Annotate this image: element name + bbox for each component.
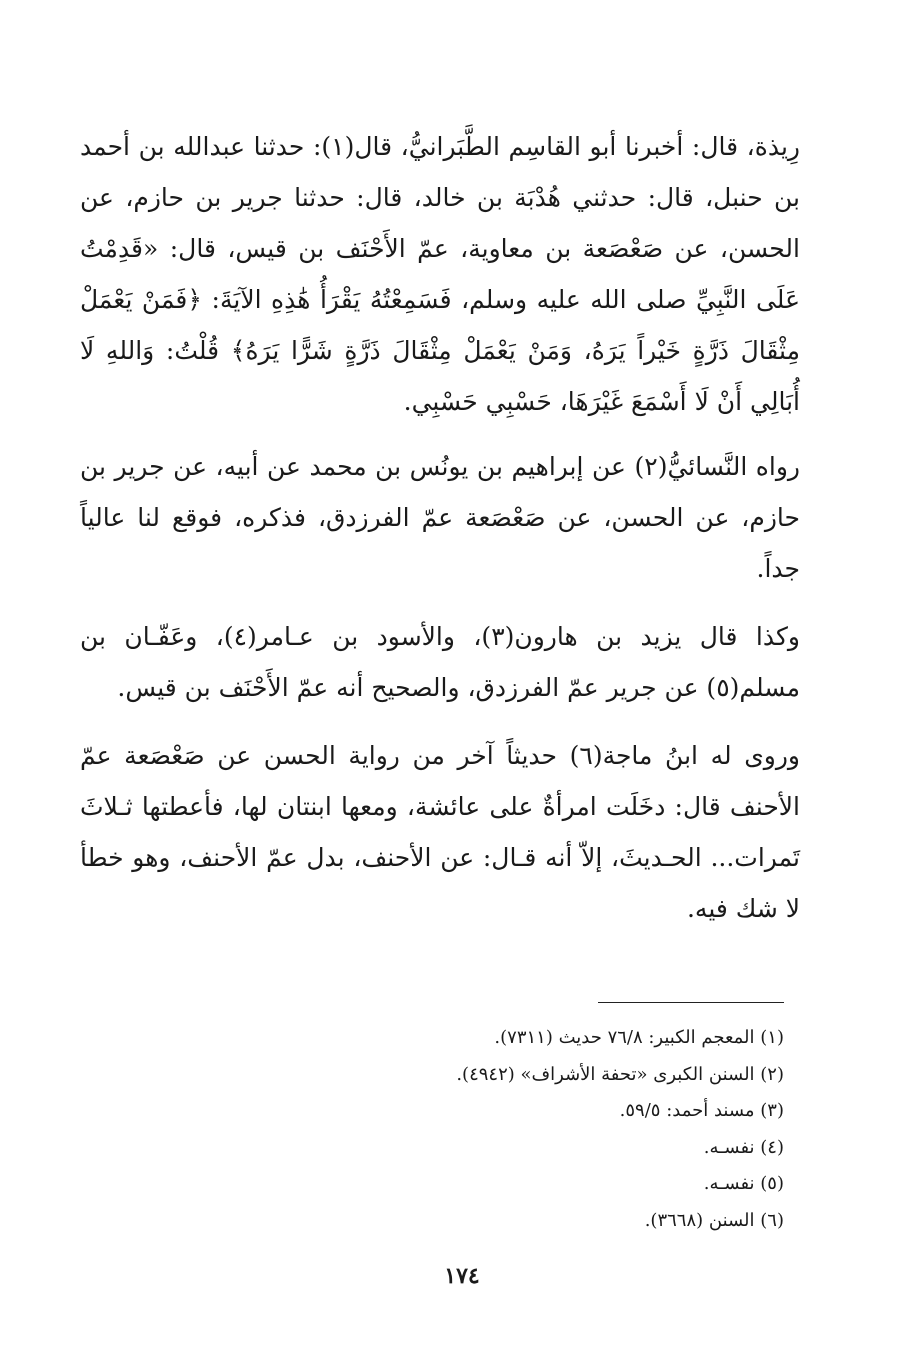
paragraph-isnad-narration: رِيذة، قال: أخبرنا أبو القاسِم الطَّبَرانيُّ، قال(١): حدثنا عبدالله بن أحمد بن حنبل، قال: حدثني هُدْبَة بن خالد، قال: حدثنا جرير بن حازم، عن الحسن، عن صَعْصَعة بن معاوية، عمّ الأَحْنَف بن قيس، قال: «قَدِمْتُ عَلَى النَّبِيِّ صلى الله عليه وسلم، فَسَمِعْتُهُ يَقْرَأُ هَٰذِهِ الآيَةَ: ﴿فَمَنْ يَعْمَلْ مِثْقَالَ ذَرَّةٍ خَيْراً يَرَهُ، وَمَنْ يَعْمَلْ مِثْقَالَ ذَرَّةٍ شَرًّا يَرَهُ﴾ قُلْتُ: وَاللهِ لَا أُبَالِي أَنْ لَا أَسْمَعَ غَيْرَهَا، حَسْبِي حَسْبِي. (80, 132, 801, 416)
footnote-item: (٣) مسند أحمد: ٥٩/٥. (619, 1100, 784, 1121)
footnotes-list (224, 1020, 784, 1239)
page-number: ١٧٤ (444, 1263, 480, 1289)
paragraph-nasai-narration: رواه النَّسائيُّ(٢) عن إبراهيم بن يونُس بن محمد عن أبيه، عن جرير بن حازم، عن الحسن، عن صَعْصَعة عمّ الفرزدق، فذكره، فوقع لنا عالياً جداً. (80, 452, 800, 583)
footnote-item: (٤) نفسـه. (703, 1136, 784, 1158)
paragraph-other-narrators: وكذا قال يزيد بن هارون(٣)، والأسود بن عـامر(٤)، وعَفّـان بن مسلم(٥) عن جرير عمّ الفرزدق، والصحيح أنه عمّ الأَحْنَف بن قيس. (80, 622, 800, 702)
footnote-item: (٥) نفسـه. (703, 1173, 784, 1194)
paragraph-ibn-majah-narration: وروى له ابنُ ماجة(٦) حديثاً آخر من رواية الحسن عن صَعْصَعة عمّ الأحنف قال: دخَلَت امرأةٌ على عائشة، ومعها ابنتان لها، فأعطتها ثـلاثَ تَمرات... الحـديثَ، إلاّ أنه قـال: عن الأحنف، بدل عمّ الأحنف، وهو خطأ لا شك فيه. (80, 741, 801, 923)
footnote-item: (١) المعجم الكبير: ٧٦/٨ حديث (٧٣١١). (494, 1027, 784, 1048)
footnote-item: (٦) السنن (٣٦٦٨). (644, 1209, 784, 1231)
footnote-divider (598, 1002, 784, 1003)
footnote-item: (٢) السنن الكبرى «تحفة الأشراف» (٤٩٤٢). (456, 1063, 784, 1085)
